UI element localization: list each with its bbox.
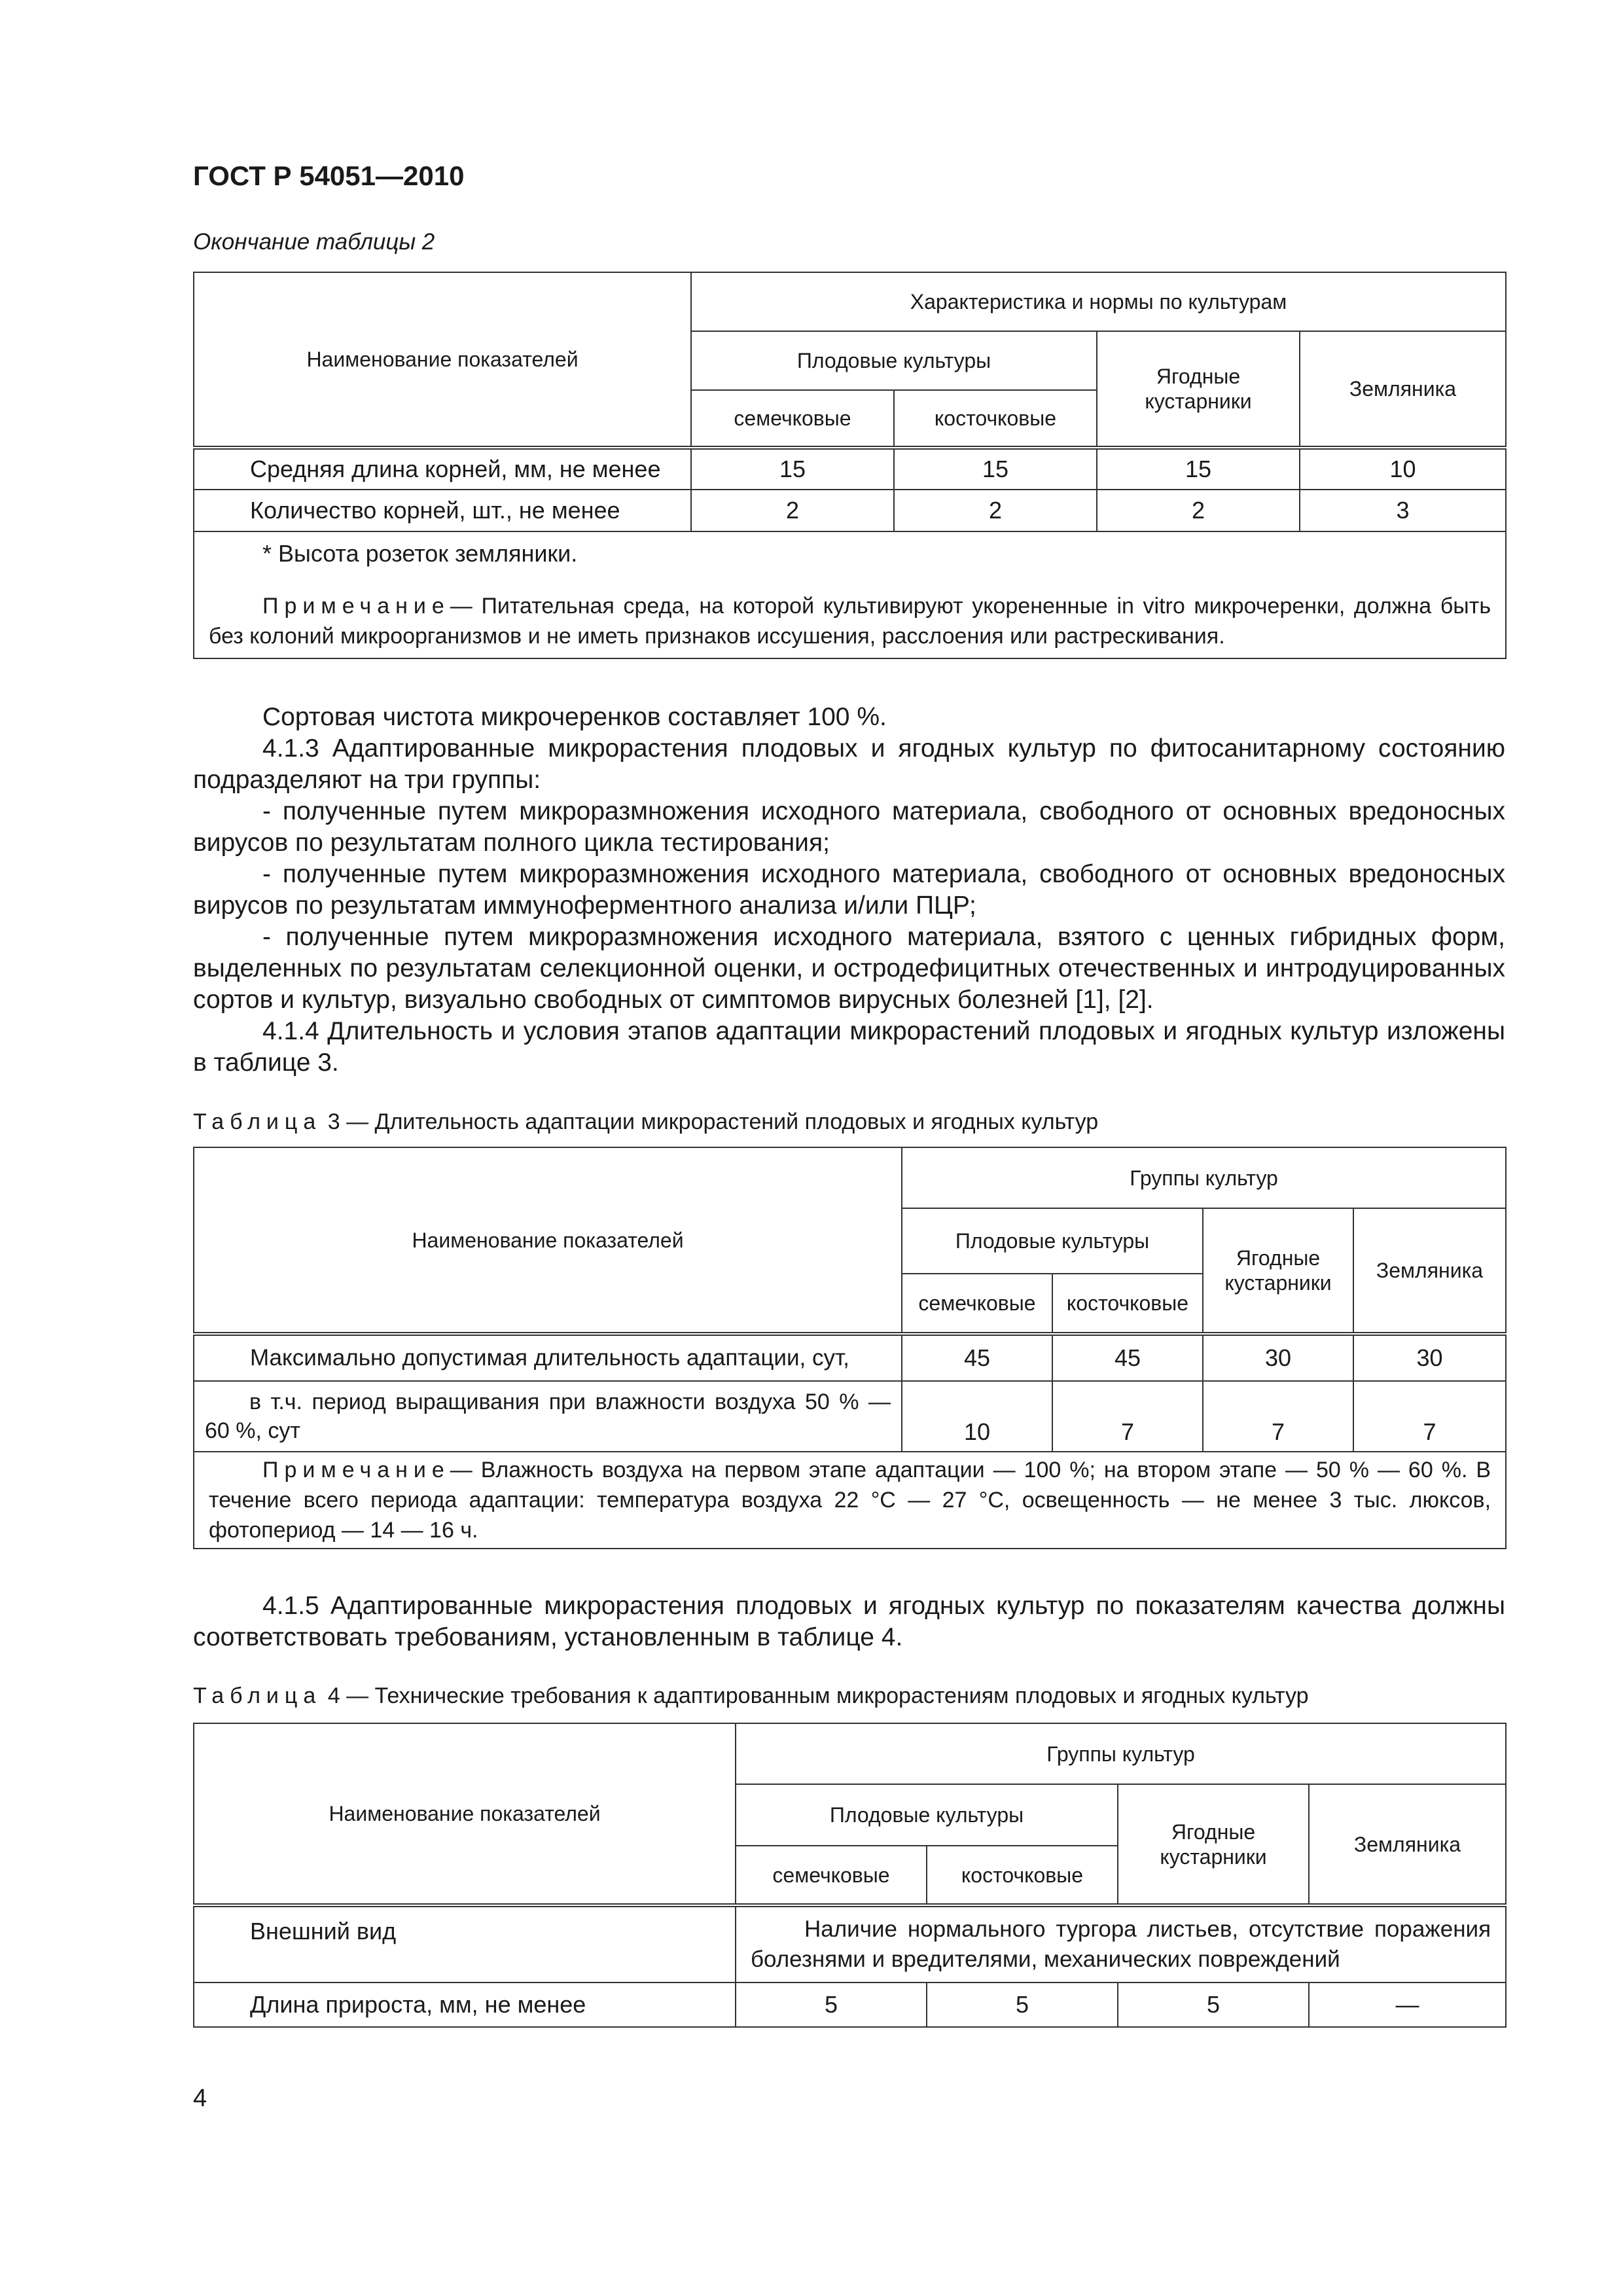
paragraph: 4.1.4 Длительность и условия этапов адаптации микрорастений плодовых и ягодных культур изложены в таблице 3.	[193, 1017, 1505, 1077]
caption-text: 3 — Длительность адаптации микрорастений плодовых и ягодных культур	[321, 1109, 1099, 1134]
table-row	[194, 448, 1506, 490]
note-label: Примечание	[262, 1458, 450, 1482]
table4-caption	[193, 1683, 1309, 1709]
paragraph: Сортовая чистота микрочеренков составляет 100 %.	[262, 703, 887, 731]
note-label: Примечание	[262, 594, 450, 619]
table2-header-indicator: Наименование показателей	[194, 272, 691, 448]
table3-caption	[193, 1109, 1098, 1135]
cell-value: —	[1309, 1982, 1506, 2027]
list-item: - полученные путем микроразмножения исходного материала, свободного от основных вредоносных вирусов по результатам иммуноферментного анализа и/или ПЦР;	[193, 860, 1505, 920]
paragraph: 4.1.3 Адаптированные микрорастения плодовых и ягодных культур по фитосанитарному состоянию подразделяют на три группы:	[193, 734, 1505, 794]
table2-header-stone: косточковые	[894, 390, 1097, 448]
table3-header-groups: Группы культур	[902, 1147, 1506, 1208]
cell-value: 2	[691, 490, 894, 531]
table2-header-characteristics: Характеристика и нормы по культурам	[691, 272, 1506, 331]
cell-value: 15	[1097, 448, 1300, 490]
note-text: — Питательная среда, на которой культивируют укорененные in vitro микрочеренки, должна быть без колоний микроорганизмов и не иметь признаков иссушения, расслоения или растрескивания.	[209, 594, 1491, 649]
table2-notes	[194, 531, 1506, 658]
table4-header-indicator: Наименование показателей	[194, 1723, 736, 1905]
row-name: Максимально допустимая длительность адаптации, сут,	[194, 1334, 902, 1381]
cell-value: 7	[1353, 1381, 1506, 1452]
list-item: - полученные путем микроразмножения исходного материала, взятого с ценных гибридных форм, выделенных по результатам селекционной оценки, и остродефицитных отечественных и интродуцированных сортов и культур, визуально свободных от симптомов вирусных болезней [1], [2].	[193, 923, 1505, 1014]
table2-caption: Окончание таблицы 2	[193, 229, 435, 255]
table2-header-strawberry: Земляника	[1300, 331, 1506, 448]
table4-header-stone: косточковые	[927, 1846, 1118, 1905]
row-name: Количество корней, шт., не менее	[194, 490, 691, 531]
cell-value: 5	[1118, 1982, 1309, 2027]
table3-header-pome: семечковые	[902, 1274, 1052, 1334]
cell-value: 5	[927, 1982, 1118, 2027]
table-row	[194, 490, 1506, 531]
table4-header-groups: Группы культур	[736, 1723, 1506, 1784]
cell-value: 15	[894, 448, 1097, 490]
cell-value: 5	[736, 1982, 927, 2027]
cell-value: 10	[902, 1381, 1052, 1452]
row-name: Средняя длина корней, мм, не менее	[194, 448, 691, 490]
merged-value: Наличие нормального тургора листьев, отсутствие поражения болезнями и вредителями, механических повреждений	[736, 1905, 1506, 1982]
table-row	[194, 1381, 1506, 1452]
table-row	[194, 1905, 1506, 1982]
body-text	[193, 702, 1505, 1079]
row-name: Внешний вид	[194, 1905, 736, 1982]
cell-value: 45	[902, 1334, 1052, 1381]
cell-value: 2	[894, 490, 1097, 531]
table3-note	[194, 1452, 1506, 1549]
table-row	[194, 1334, 1506, 1381]
body-text-2	[193, 1590, 1505, 1653]
cell-value: 7	[1052, 1381, 1203, 1452]
cell-value: 2	[1097, 490, 1300, 531]
table3-header-fruit-crops: Плодовые культуры	[902, 1208, 1203, 1274]
caption-label: Таблица	[193, 1109, 322, 1134]
caption-text: 4 — Технические требования к адаптированным микрорастениям плодовых и ягодных культур	[321, 1683, 1309, 1708]
cell-value: 15	[691, 448, 894, 490]
table2-header-pome: семечковые	[691, 390, 894, 448]
table4	[193, 1723, 1507, 2028]
cell-value: 45	[1052, 1334, 1203, 1381]
cell-value: 7	[1203, 1381, 1353, 1452]
cell-value: 30	[1353, 1334, 1506, 1381]
table4-header-fruit-crops: Плодовые культуры	[736, 1784, 1118, 1846]
table3-header-indicator: Наименование показателей	[194, 1147, 902, 1334]
table4-header-strawberry: Земляника	[1309, 1784, 1506, 1905]
table2	[193, 272, 1507, 659]
document-code: ГОСТ Р 54051—2010	[193, 160, 465, 191]
row-name: Длина прироста, мм, не менее	[194, 1982, 736, 2027]
table3-header-berry-shrubs: Ягодные кустарники	[1203, 1208, 1353, 1334]
table-row	[194, 1982, 1506, 2027]
page-number: 4	[193, 2085, 207, 2112]
table4-header-berry-shrubs: Ягодные кустарники	[1118, 1784, 1309, 1905]
table3	[193, 1147, 1507, 1549]
table2-note	[209, 591, 1491, 651]
cell-value: 3	[1300, 490, 1506, 531]
list-item: - полученные путем микроразмножения исходного материала, свободного от основных вредоносных вирусов по результатам полного цикла тестирования;	[193, 797, 1505, 857]
caption-label: Таблица	[193, 1683, 322, 1708]
table3-header-stone: косточковые	[1052, 1274, 1203, 1334]
table4-header-pome: семечковые	[736, 1846, 927, 1905]
cell-value: 30	[1203, 1334, 1353, 1381]
note-text: — Влажность воздуха на первом этапе адаптации — 100 %; на втором этапе — 50 % — 60 %. В течение всего периода адаптации: температура воздуха 22 °С — 27 °С, освещенность — не менее 3 тыс. люксов, фотопериод — 14 — 16 ч.	[209, 1458, 1491, 1543]
table2-header-fruit-crops: Плодовые культуры	[691, 331, 1097, 390]
table3-header-strawberry: Земляника	[1353, 1208, 1506, 1334]
row-name: в т.ч. период выращивания при влажности воздуха 50 % — 60 %, сут	[194, 1381, 902, 1452]
cell-value: 10	[1300, 448, 1506, 490]
paragraph: 4.1.5 Адаптированные микрорастения плодовых и ягодных культур по показателям качества должны соответствовать требованиям, установленным в таблице 4.	[193, 1592, 1505, 1651]
table2-footnote: * Высота розеток земляники.	[262, 540, 578, 567]
table2-header-berry-shrubs: Ягодные кустарники	[1097, 331, 1300, 448]
